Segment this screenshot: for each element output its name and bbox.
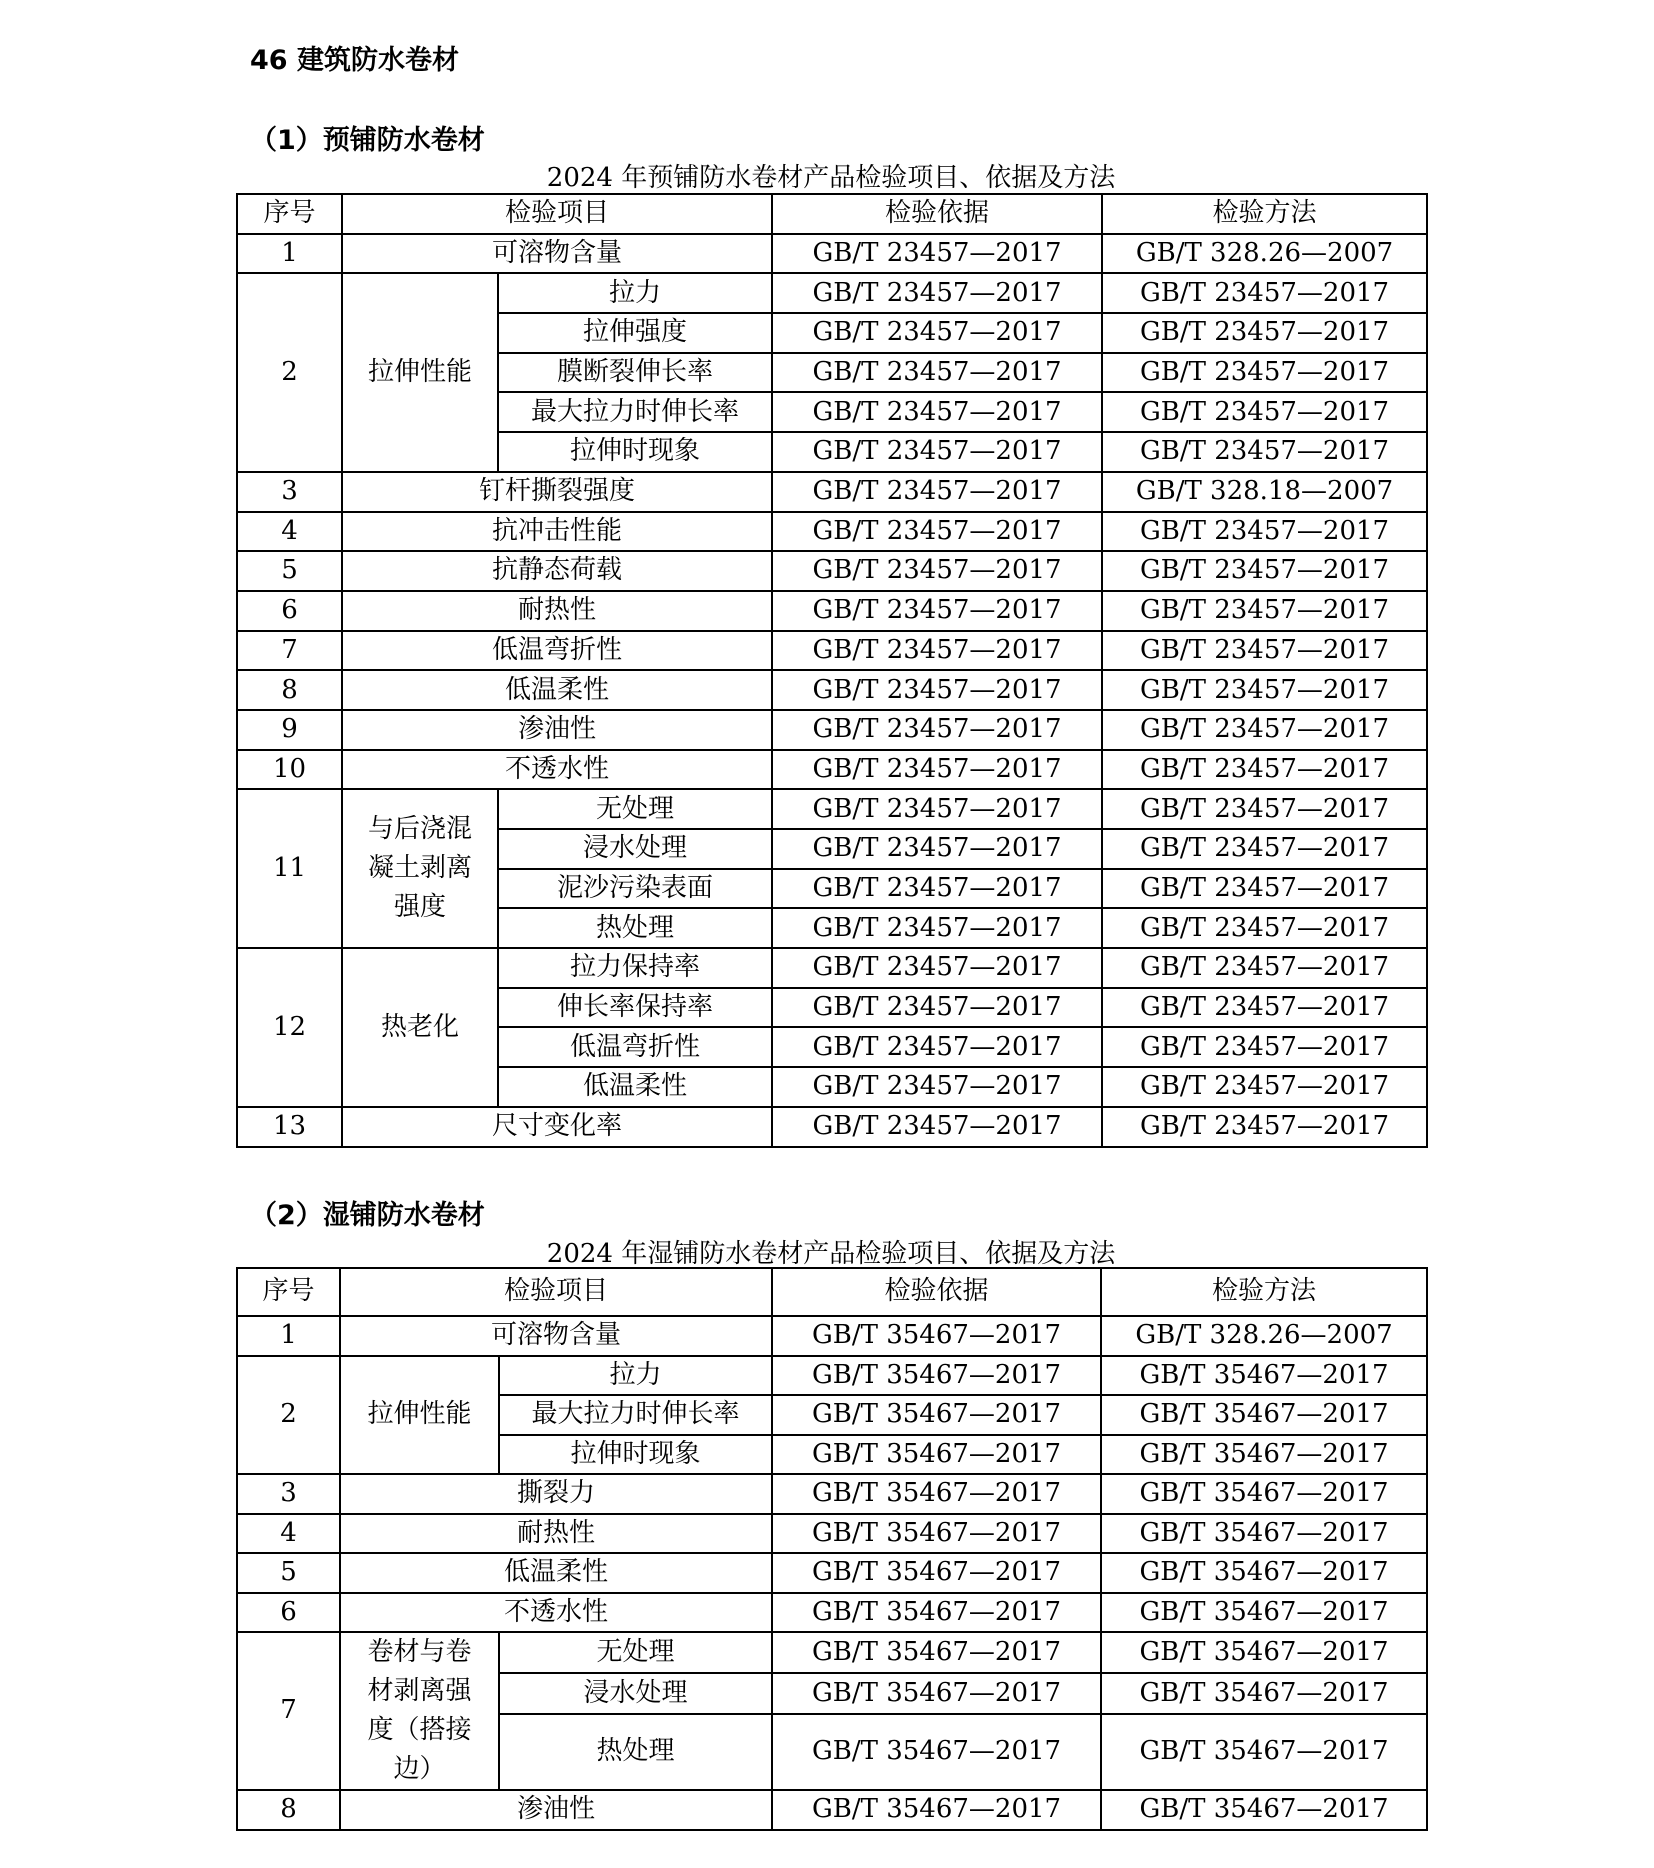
row-item: 不透水性: [342, 750, 772, 790]
row-item: 抗静态荷载: [342, 551, 772, 591]
row-no: 13: [237, 1107, 342, 1147]
col-header-no: 序号: [237, 1268, 340, 1316]
row-method: GB/T 23457—2017: [1102, 710, 1427, 750]
row-method: GB/T 23457—2017: [1102, 908, 1427, 948]
row-item: 低温柔性: [340, 1553, 772, 1593]
row-method: GB/T 23457—2017: [1102, 313, 1427, 353]
row-item: 抗冲击性能: [342, 512, 772, 552]
table-row: [237, 551, 1427, 591]
row-method: GB/T 328.26—2007: [1101, 1316, 1427, 1356]
row-basis: GB/T 23457—2017: [772, 1027, 1102, 1067]
row-method: GB/T 35467—2017: [1101, 1553, 1427, 1593]
row-no: 10: [237, 750, 342, 790]
row-subitem: 浸水处理: [499, 1673, 772, 1714]
row-method: GB/T 35467—2017: [1101, 1673, 1427, 1714]
row-no: 5: [237, 1553, 340, 1593]
row-basis: GB/T 35467—2017: [772, 1435, 1101, 1475]
row-method: GB/T 23457—2017: [1102, 353, 1427, 393]
table-header-row: [237, 194, 1427, 234]
row-basis: GB/T 23457—2017: [772, 551, 1102, 591]
table-row: [237, 1514, 1427, 1554]
col-header-item: 检验项目: [342, 194, 772, 234]
row-subitem: 低温柔性: [498, 1067, 772, 1107]
row-subitem: 伸长率保持率: [498, 988, 772, 1028]
row-no: 1: [237, 1316, 340, 1356]
row-method: GB/T 23457—2017: [1102, 1107, 1427, 1147]
section2-table-caption: 2024 年湿铺防水卷材产品检验项目、依据及方法: [546, 1239, 1116, 1269]
section2-heading: （2）湿铺防水卷材: [250, 1200, 485, 1231]
row-basis: GB/T 23457—2017: [772, 1067, 1102, 1107]
row-subitem: 拉力: [498, 273, 772, 313]
table-row: [237, 631, 1427, 671]
row-basis: GB/T 23457—2017: [772, 313, 1102, 353]
table-row: [237, 512, 1427, 552]
row-item: 渗油性: [342, 710, 772, 750]
row-basis: GB/T 23457—2017: [772, 710, 1102, 750]
row-basis: GB/T 23457—2017: [772, 432, 1102, 472]
row-basis: GB/T 23457—2017: [772, 908, 1102, 948]
row-method: GB/T 35467—2017: [1101, 1790, 1427, 1830]
table-row: [237, 1553, 1427, 1593]
row-subitem: 膜断裂伸长率: [498, 353, 772, 393]
table-row: [237, 591, 1427, 631]
row-subitem: 最大拉力时伸长率: [499, 1395, 772, 1435]
col-header-item: 检验项目: [340, 1268, 772, 1316]
row-basis: GB/T 23457—2017: [772, 1107, 1102, 1147]
row-no: 4: [237, 1514, 340, 1554]
row-basis: GB/T 35467—2017: [772, 1553, 1101, 1593]
row-basis: GB/T 23457—2017: [772, 273, 1102, 313]
row-basis: GB/T 35467—2017: [772, 1514, 1101, 1554]
row-method: GB/T 35467—2017: [1101, 1632, 1427, 1673]
row-basis: GB/T 23457—2017: [772, 988, 1102, 1028]
row-no: 3: [237, 472, 342, 512]
col-header-basis: 检验依据: [772, 1268, 1101, 1316]
row-basis: GB/T 23457—2017: [772, 512, 1102, 552]
page-header: 46 建筑防水卷材: [250, 45, 459, 76]
row-method: GB/T 35467—2017: [1101, 1395, 1427, 1435]
row-group: 拉伸性能: [342, 273, 498, 471]
row-basis: GB/T 23457—2017: [772, 948, 1102, 988]
row-method: GB/T 35467—2017: [1101, 1593, 1427, 1633]
row-method: GB/T 23457—2017: [1102, 631, 1427, 671]
col-header-method: 检验方法: [1101, 1268, 1427, 1316]
row-no: 9: [237, 710, 342, 750]
row-basis: GB/T 23457—2017: [772, 392, 1102, 432]
table-row: [237, 1593, 1427, 1633]
row-no: 2: [237, 273, 342, 471]
row-basis: GB/T 35467—2017: [772, 1714, 1101, 1790]
row-no: 7: [237, 631, 342, 671]
row-basis: GB/T 23457—2017: [772, 670, 1102, 710]
row-subitem: 拉力: [499, 1356, 772, 1396]
row-subitem: 拉伸时现象: [499, 1435, 772, 1475]
row-item: 可溶物含量: [342, 234, 772, 274]
row-basis: GB/T 23457—2017: [772, 750, 1102, 790]
row-method: GB/T 23457—2017: [1102, 551, 1427, 591]
row-subitem: 拉力保持率: [498, 948, 772, 988]
row-method: GB/T 23457—2017: [1102, 789, 1427, 829]
row-method: GB/T 23457—2017: [1102, 1027, 1427, 1067]
row-item: 耐热性: [340, 1514, 772, 1554]
row-subitem: 低温弯折性: [498, 1027, 772, 1067]
table-header-row: [237, 1268, 1427, 1316]
row-basis: GB/T 23457—2017: [772, 591, 1102, 631]
row-item: 尺寸变化率: [342, 1107, 772, 1147]
row-method: GB/T 23457—2017: [1102, 512, 1427, 552]
table-row: [237, 670, 1427, 710]
table-row: [237, 710, 1427, 750]
row-no: 11: [237, 789, 342, 948]
row-item: 可溶物含量: [340, 1316, 772, 1356]
table-row: [237, 472, 1427, 512]
row-no: 5: [237, 551, 342, 591]
row-basis: GB/T 23457—2017: [772, 829, 1102, 869]
row-basis: GB/T 35467—2017: [772, 1673, 1101, 1714]
row-method: GB/T 328.26—2007: [1102, 234, 1427, 274]
row-item: 低温柔性: [342, 670, 772, 710]
row-subitem: 无处理: [498, 789, 772, 829]
row-basis: GB/T 35467—2017: [772, 1356, 1101, 1396]
row-subitem: 拉伸时现象: [498, 432, 772, 472]
section1-table: [236, 193, 1428, 1148]
row-no: 6: [237, 1593, 340, 1633]
table-row: [237, 1632, 1427, 1673]
col-header-basis: 检验依据: [772, 194, 1102, 234]
row-basis: GB/T 23457—2017: [772, 472, 1102, 512]
row-basis: GB/T 35467—2017: [772, 1632, 1101, 1673]
row-basis: GB/T 23457—2017: [772, 631, 1102, 671]
row-no: 2: [237, 1356, 340, 1475]
row-group: 热老化: [342, 948, 498, 1107]
row-group: 拉伸性能: [340, 1356, 499, 1475]
row-method: GB/T 35467—2017: [1101, 1356, 1427, 1396]
row-no: 8: [237, 670, 342, 710]
table-row: [237, 1474, 1427, 1514]
row-subitem: 无处理: [499, 1632, 772, 1673]
row-method: GB/T 23457—2017: [1102, 750, 1427, 790]
row-basis: GB/T 35467—2017: [772, 1593, 1101, 1633]
row-no: 7: [237, 1632, 340, 1790]
table-row: [237, 1790, 1427, 1830]
row-group: 与后浇混凝土剥离强度: [342, 789, 498, 948]
row-method: GB/T 35467—2017: [1101, 1435, 1427, 1475]
table-row: [237, 273, 1427, 313]
row-item: 撕裂力: [340, 1474, 772, 1514]
row-item: 耐热性: [342, 591, 772, 631]
row-no: 8: [237, 1790, 340, 1830]
table-row: [237, 1107, 1427, 1147]
row-basis: GB/T 23457—2017: [772, 789, 1102, 829]
table-row: [237, 234, 1427, 274]
row-basis: GB/T 23457—2017: [772, 353, 1102, 393]
row-no: 6: [237, 591, 342, 631]
row-basis: GB/T 23457—2017: [772, 869, 1102, 909]
row-subitem: 热处理: [498, 908, 772, 948]
row-no: 4: [237, 512, 342, 552]
table-row: [237, 789, 1427, 829]
row-method: GB/T 35467—2017: [1101, 1514, 1427, 1554]
section2-table: [236, 1267, 1428, 1831]
row-subitem: 浸水处理: [498, 829, 772, 869]
row-method: GB/T 23457—2017: [1102, 392, 1427, 432]
row-no: 1: [237, 234, 342, 274]
row-method: GB/T 35467—2017: [1101, 1474, 1427, 1514]
row-item: 钉杆撕裂强度: [342, 472, 772, 512]
row-method: GB/T 328.18—2007: [1102, 472, 1427, 512]
row-basis: GB/T 35467—2017: [772, 1474, 1101, 1514]
row-method: GB/T 23457—2017: [1102, 591, 1427, 631]
row-basis: GB/T 35467—2017: [772, 1790, 1101, 1830]
row-item: 低温弯折性: [342, 631, 772, 671]
row-basis: GB/T 35467—2017: [772, 1316, 1101, 1356]
row-basis: GB/T 23457—2017: [772, 234, 1102, 274]
section1-table-caption: 2024 年预铺防水卷材产品检验项目、依据及方法: [546, 163, 1116, 193]
row-method: GB/T 35467—2017: [1101, 1714, 1427, 1790]
row-no: 12: [237, 948, 342, 1107]
row-method: GB/T 23457—2017: [1102, 432, 1427, 472]
table-row: [237, 948, 1427, 988]
row-subitem: 热处理: [499, 1714, 772, 1790]
table-row: [237, 1316, 1427, 1356]
row-method: GB/T 23457—2017: [1102, 273, 1427, 313]
table-row: [237, 750, 1427, 790]
section1-heading: （1）预铺防水卷材: [250, 125, 485, 156]
row-method: GB/T 23457—2017: [1102, 829, 1427, 869]
row-group: 卷材与卷材剥离强度（搭接边）: [340, 1632, 499, 1790]
col-header-no: 序号: [237, 194, 342, 234]
row-method: GB/T 23457—2017: [1102, 1067, 1427, 1107]
col-header-method: 检验方法: [1102, 194, 1427, 234]
row-item: 渗油性: [340, 1790, 772, 1830]
row-basis: GB/T 35467—2017: [772, 1395, 1101, 1435]
row-method: GB/T 23457—2017: [1102, 869, 1427, 909]
row-method: GB/T 23457—2017: [1102, 670, 1427, 710]
row-subitem: 泥沙污染表面: [498, 869, 772, 909]
table-row: [237, 1356, 1427, 1396]
row-method: GB/T 23457—2017: [1102, 948, 1427, 988]
row-no: 3: [237, 1474, 340, 1514]
row-method: GB/T 23457—2017: [1102, 988, 1427, 1028]
row-item: 不透水性: [340, 1593, 772, 1633]
row-subitem: 最大拉力时伸长率: [498, 392, 772, 432]
row-subitem: 拉伸强度: [498, 313, 772, 353]
